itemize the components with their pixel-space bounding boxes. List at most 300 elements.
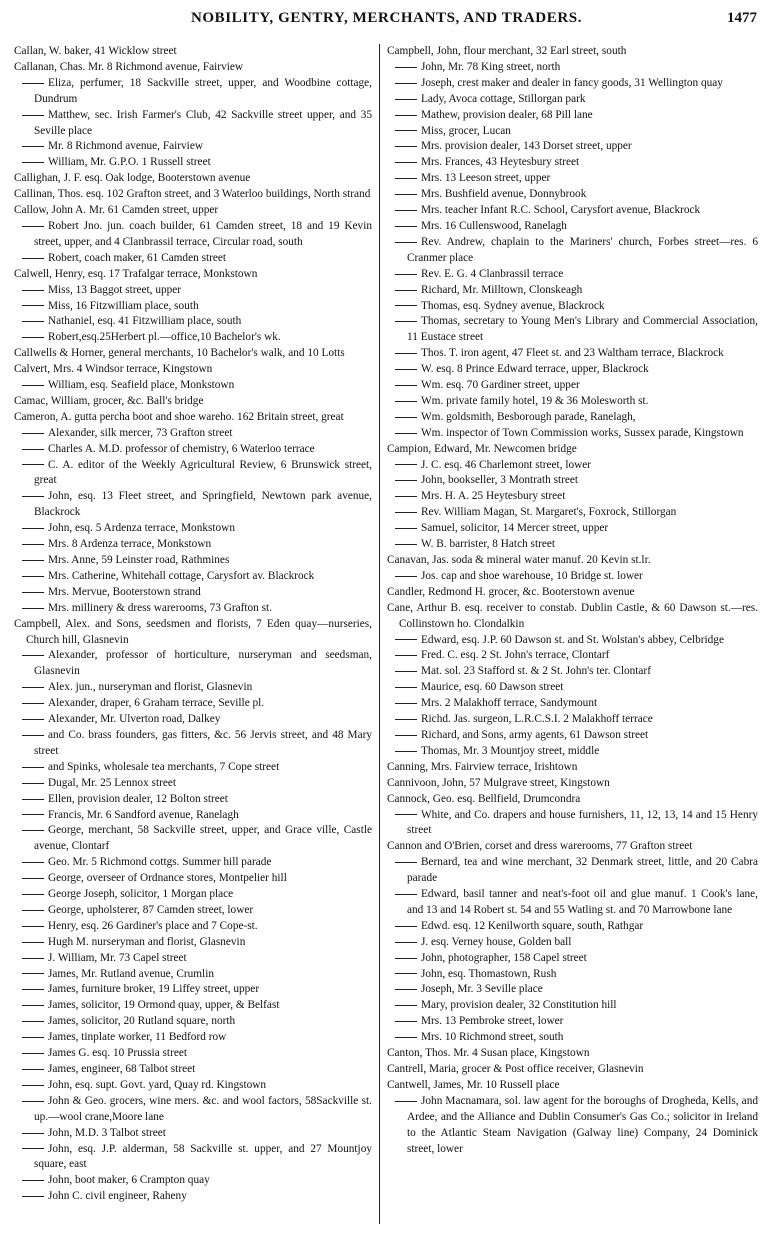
directory-entry	[387, 362, 758, 378]
directory-entry	[387, 776, 758, 792]
ditto-dash	[22, 576, 44, 577]
entry-text: J. esq. Verney house, Golden ball	[421, 935, 572, 948]
directory-entry	[14, 1062, 372, 1078]
ditto-dash	[395, 226, 417, 227]
directory-entry	[387, 808, 758, 840]
entry-text: Mrs. millinery & dress warerooms, 73 Grafton st.	[48, 601, 273, 614]
directory-entry	[14, 887, 372, 903]
ditto-dash	[395, 655, 417, 656]
entry-text: Dugal, Mr. 25 Lennox street	[48, 776, 177, 789]
entry-text: Campbell, John, flour merchant, 32 Earl street, south	[387, 45, 627, 57]
entry-text: George, merchant, 58 Sackville street, upper, and Grace ville, Castle avenue, Clontarf	[34, 824, 372, 853]
directory-entry	[387, 442, 758, 458]
directory-entry	[387, 44, 758, 60]
directory-entry	[387, 92, 758, 108]
entry-text: Callwells & Horner, general merchants, 10 Bachelor's walk, and 10 Lotts	[14, 347, 345, 360]
directory-entry	[387, 394, 758, 410]
page-title: NOBILITY, GENTRY, MERCHANTS, AND TRADERS.	[190, 10, 583, 26]
column-divider	[379, 44, 380, 1224]
directory-entry	[387, 139, 758, 155]
directory-entry	[387, 108, 758, 124]
entry-text: Callan, W. baker, 41 Wicklow street	[14, 45, 177, 57]
directory-entry	[387, 426, 758, 442]
entry-text: Cannon and O'Brien, corset and dress warerooms, 77 Grafton street	[387, 840, 693, 853]
entry-text: Matthew, sec. Irish Farmer's Club, 42 Sackville street upper, and 35 Seville place	[34, 108, 372, 137]
ditto-dash	[22, 973, 44, 974]
directory-entry	[387, 410, 758, 426]
directory-entry	[387, 744, 758, 760]
entry-text: Calwell, Henry, esq. 17 Trafalgar terrace, Monkstown	[14, 267, 258, 280]
directory-entry	[14, 155, 372, 171]
entry-text: Mrs. 16 Cullenswood, Ranelagh	[421, 219, 567, 232]
ditto-dash	[395, 496, 417, 497]
entry-text: George, overseer of Ordnance stores, Montpelier hill	[48, 872, 287, 885]
ditto-dash	[395, 1021, 417, 1022]
directory-entry	[14, 601, 372, 617]
directory-entry	[14, 267, 372, 283]
directory-entry	[387, 951, 758, 967]
entry-text: Alexander, draper, 6 Graham terrace, Seville pl.	[48, 697, 265, 710]
directory-entry	[387, 187, 758, 203]
directory-entry	[14, 203, 372, 219]
entry-text: Jos. cap and shoe warehouse, 10 Bridge st. lower	[421, 569, 643, 582]
directory-entry	[387, 314, 758, 346]
directory-entry	[387, 760, 758, 776]
entry-text: Fred. C. esq. 2 St. John's terrace, Clontarf	[421, 649, 610, 662]
entry-text: Cannock, Geo. esq. Bellfield, Drumcondra	[387, 792, 581, 805]
ditto-dash	[22, 1148, 44, 1149]
ditto-dash	[395, 433, 417, 434]
ditto-dash	[22, 162, 44, 163]
directory-entry	[387, 537, 758, 553]
entry-text: John Macnamara, sol. law agent for the boroughs of Drogheda, Kells, and Ardee, and the Alliance and Dublin Consumer's Gas Co.; solicitor in Ireland to the Atlantic Steam Navigation (Galway line) Company, 24 Dominick street, lower	[407, 1094, 758, 1155]
entry-text: Francis, Mr. 6 Sandford avenue, Ranelagh	[48, 808, 239, 821]
ditto-dash	[395, 926, 417, 927]
entry-text: James, furniture broker, 19 Liffey street, upper	[48, 983, 260, 996]
directory-entry	[387, 60, 758, 76]
ditto-dash	[395, 115, 417, 116]
ditto-dash	[395, 989, 417, 990]
directory-entry	[14, 951, 372, 967]
entry-text: Henry, esq. 26 Gardiner's place and 7 Cope-st.	[48, 919, 258, 932]
directory-entry	[387, 235, 758, 267]
entry-text: Mrs. Frances, 43 Heytesbury street	[421, 156, 580, 169]
entry-text: Thomas, esq. Sydney avenue, Blackrock	[421, 299, 605, 312]
ditto-dash	[395, 973, 417, 974]
entry-text: Cantrell, Maria, grocer & Post office receiver, Glasnevin	[387, 1063, 644, 1075]
entry-text: Wm. esq. 70 Gardiner street, upper	[421, 379, 580, 392]
entry-text: George Joseph, solicitor, 1 Morgan place	[48, 888, 234, 901]
ditto-dash	[395, 242, 417, 243]
directory-entry	[14, 919, 372, 935]
entry-text: Callanan, Chas. Mr. 8 Richmond avenue, Fairview	[14, 60, 244, 73]
entry-text: Mrs. Anne, 59 Leinster road, Rathmines	[48, 554, 230, 566]
entry-text: John, esq. supt. Govt. yard, Quay rd. Kingstown	[48, 1078, 267, 1091]
ditto-dash	[22, 1053, 44, 1054]
directory-entry	[387, 919, 758, 935]
ditto-dash	[22, 1101, 44, 1102]
entry-text: Cameron, A. gutta percha boot and shoe wareho. 162 Britain street, great	[14, 410, 344, 423]
entry-text: James G. esq. 10 Prussia street	[48, 1047, 187, 1060]
ditto-dash	[22, 226, 44, 227]
ditto-dash	[22, 767, 44, 768]
entry-text: Wm. inspector of Town Commission works, Sussex parade, Kingstown	[421, 426, 744, 439]
ditto-dash	[395, 401, 417, 402]
directory-entry	[14, 171, 372, 187]
ditto-dash	[22, 910, 44, 911]
entry-text: Mrs. provision dealer, 143 Dorset street, upper	[421, 140, 632, 153]
directory-entry	[387, 982, 758, 998]
ditto-dash	[395, 1005, 417, 1006]
directory-entry	[14, 299, 372, 315]
entry-text: John, boot maker, 6 Crampton quay	[48, 1174, 210, 1187]
entry-text: James, Mr. Rutland avenue, Crumlin	[48, 967, 214, 980]
directory-entry	[14, 139, 372, 155]
entry-text: Bernard, tea and wine merchant, 32 Denmark street, little, and 20 Cabra parade	[407, 856, 758, 885]
ditto-dash	[22, 290, 44, 291]
directory-entry	[14, 330, 372, 346]
directory-entry	[387, 935, 758, 951]
ditto-dash	[395, 146, 417, 147]
ditto-dash	[395, 130, 417, 131]
entry-text: Mrs. 2 Malakhoff terrace, Sandymount	[421, 697, 598, 710]
directory-entry	[387, 696, 758, 712]
entry-text: Geo. Mr. 5 Richmond cottgs. Summer hill parade	[48, 856, 272, 869]
ditto-dash	[395, 1101, 417, 1102]
page-header	[14, 6, 759, 36]
directory-entry	[14, 998, 372, 1014]
entry-text: Rev. E. G. 4 Clanbrassil terrace	[421, 267, 564, 280]
directory-entry	[14, 823, 372, 855]
directory-entry	[387, 1078, 758, 1094]
ditto-dash	[395, 703, 417, 704]
entry-text: Richd. Jas. surgeon, L.R.C.S.I. 2 Malakhoff terrace	[421, 713, 653, 726]
entry-text: Thomas, Mr. 3 Mountjoy street, middle	[421, 744, 600, 757]
entry-text: John & Geo. grocers, wine mers. &c. and wool factors, 58Sackville st. up.—wool crane,Moore lane	[34, 1094, 372, 1123]
directory-entry	[387, 155, 758, 171]
entry-text: and Co. brass founders, gas fitters, &c. 56 Jervis street, and 48 Mary street	[34, 728, 372, 757]
entry-text: Canavan, Jas. soda & mineral water manuf. 20 Kevin st.lr.	[387, 554, 651, 566]
page-number: 1477	[727, 10, 757, 26]
ditto-dash	[22, 449, 44, 450]
ditto-dash	[395, 385, 417, 386]
ditto-dash	[395, 67, 417, 68]
ditto-dash	[22, 703, 44, 704]
entry-text: Canton, Thos. Mr. 4 Susan place, Kingstown	[387, 1047, 590, 1060]
directory-entry	[14, 585, 372, 601]
ditto-dash	[395, 528, 417, 529]
left-column	[14, 44, 372, 1229]
entry-text: Nathaniel, esq. 41 Fitzwilliam place, south	[48, 315, 242, 328]
ditto-dash	[22, 1021, 44, 1022]
directory-entry	[14, 903, 372, 919]
entry-text: J. William, Mr. 73 Capel street	[48, 951, 187, 964]
entry-text: James, tinplate worker, 11 Bedford row	[48, 1031, 227, 1044]
ditto-dash	[22, 1069, 44, 1070]
directory-entry	[14, 553, 372, 569]
directory-entry	[14, 871, 372, 887]
entry-text: Callinan, Thos. esq. 102 Grafton street, and 3 Waterloo buildings, North strand	[14, 188, 371, 201]
ditto-dash	[22, 115, 44, 116]
directory-entry	[14, 792, 372, 808]
directory-entry	[14, 251, 372, 267]
directory-entry	[14, 982, 372, 998]
entry-text: Mrs. Bushfield avenue, Donnybrook	[421, 188, 587, 201]
ditto-dash	[395, 544, 417, 545]
directory-entry	[387, 998, 758, 1014]
directory-entry	[14, 1126, 372, 1142]
entry-text: Wm. private family hotel, 19 & 36 Molesworth st.	[421, 394, 649, 407]
directory-entry	[14, 967, 372, 983]
entry-text: Cane, Arthur B. esq. receiver to constab. Dublin Castle, & 60 Dawson st.—res. Collinstown ho. Clondalkin	[387, 601, 758, 630]
directory-entry	[14, 187, 372, 203]
ditto-dash	[395, 178, 417, 179]
entry-text: Thos. T. iron agent, 47 Fleet st. and 23 Waltham terrace, Blackrock	[421, 347, 724, 360]
ditto-dash	[395, 417, 417, 418]
entry-text: Richard, Mr. Milltown, Clonskeagh	[421, 283, 583, 296]
directory-entry	[387, 967, 758, 983]
entry-text: Edward, basil tanner and neat's-foot oil and glue manuf. 1 Cook's lane, and 13 and 14 Robert st. 54 and 55 Watling st. and 70 Marrowbone lane	[407, 888, 758, 916]
directory-entry	[387, 680, 758, 696]
entry-text: Miss, grocer, Lucan	[421, 124, 511, 137]
entry-text: John, photographer, 158 Capel street	[421, 951, 587, 964]
directory-entry	[387, 267, 758, 283]
entry-text: Mrs. H. A. 25 Heytesbury street	[421, 490, 566, 503]
directory-entry	[14, 855, 372, 871]
ditto-dash	[395, 719, 417, 720]
entry-text: C. A. editor of the Weekly Agricultural Review, 6 Brunswick street, great	[34, 458, 372, 487]
entry-text: Campbell, Alex. and Sons, seedsmen and florists, 7 Eden quay—nurseries, Church hill, Glasnevin	[14, 617, 372, 646]
directory-entry	[14, 776, 372, 792]
entry-text: Mrs. 13 Leeson street, upper	[421, 172, 551, 185]
entry-text: Thomas, secretary to Young Men's Library and Commercial Association, 11 Eustace street	[407, 315, 758, 344]
entry-text: Alexander, silk mercer, 73 Grafton street	[48, 426, 233, 439]
entry-text: Alexander, professor of horticulture, nurseryman and seedsman, Glasnevin	[34, 649, 372, 678]
ditto-dash	[22, 385, 44, 386]
ditto-dash	[22, 799, 44, 800]
directory-entry	[387, 283, 758, 299]
directory-entry	[387, 792, 758, 808]
directory-entry	[14, 537, 372, 553]
ditto-dash	[395, 83, 417, 84]
entry-text: Edward, esq. J.P. 60 Dawson st. and St. Wolstan's abbey, Celbridge	[421, 633, 724, 646]
ditto-dash	[22, 655, 44, 656]
entry-text: John, M.D. 3 Talbot street	[48, 1126, 166, 1139]
ditto-dash	[22, 1005, 44, 1006]
ditto-dash	[22, 814, 44, 815]
entry-text: Mrs. Mervue, Booterstown strand	[48, 585, 201, 598]
directory-entry	[387, 839, 758, 855]
ditto-dash	[395, 751, 417, 752]
ditto-dash	[395, 814, 417, 815]
ditto-dash	[22, 687, 44, 688]
directory-entry	[14, 728, 372, 760]
ditto-dash	[395, 576, 417, 577]
ditto-dash	[395, 464, 417, 465]
ditto-dash	[22, 1037, 44, 1038]
entry-text: Candler, Redmond H. grocer, &c. Booterstown avenue	[387, 585, 635, 598]
ditto-dash	[22, 83, 44, 84]
directory-entry	[387, 601, 758, 633]
entry-text: Rev. Andrew, chaplain to the Mariners' church, Forbes street—res. 6 Cranmer place	[407, 235, 758, 264]
entry-text: Mrs. Catherine, Whitehall cottage, Carysfort av. Blackrock	[48, 569, 315, 582]
entry-text: John, esq. 5 Ardenza terrace, Monkstown	[48, 522, 235, 535]
entry-text: John, esq. 13 Fleet street, and Springfield, Newtown park avenue, Blackrock	[34, 490, 372, 519]
directory-entry	[387, 712, 758, 728]
entry-text: Mrs. 13 Pembroke street, lower	[421, 1015, 564, 1028]
directory-entry	[387, 1046, 758, 1062]
entry-text: John, bookseller, 3 Montrath street	[421, 474, 579, 487]
directory-entry	[387, 553, 758, 569]
entry-text: Robert, coach maker, 61 Camden street	[48, 251, 227, 264]
directory-entry	[387, 648, 758, 664]
entry-text: Lady, Avoca cottage, Stillorgan park	[421, 92, 586, 105]
directory-entry	[387, 1014, 758, 1030]
ditto-dash	[22, 258, 44, 259]
entry-text: W. B. barrister, 8 Hatch street	[421, 538, 556, 551]
entry-text: John, esq. Thomastown, Rush	[421, 967, 557, 980]
entry-text: Ellen, provision dealer, 12 Bolton street	[48, 792, 228, 805]
directory-entry	[14, 1078, 372, 1094]
entry-text: Mrs. 10 Richmond street, south	[421, 1031, 564, 1044]
directory-entry	[14, 426, 372, 442]
entry-text: and Spinks, wholesale tea merchants, 7 Cope street	[48, 760, 280, 773]
ditto-dash	[22, 464, 44, 465]
ditto-dash	[22, 926, 44, 927]
entry-text: William, esq. Seafield place, Monkstown	[48, 379, 235, 392]
entry-text: Maurice, esq. 60 Dawson street	[421, 681, 564, 694]
directory-entry	[14, 1094, 372, 1126]
directory-entry	[387, 855, 758, 887]
entry-text: Wm. goldsmith, Besborough parade, Ranelagh,	[421, 410, 636, 423]
ditto-dash	[395, 671, 417, 672]
directory-entry	[14, 346, 372, 362]
ditto-dash	[395, 99, 417, 100]
ditto-dash	[395, 862, 417, 863]
ditto-dash	[395, 210, 417, 211]
ditto-dash	[22, 862, 44, 863]
entry-text: John, esq. J.P. alderman, 58 Sackville st. upper, and 27 Mountjoy square, east	[34, 1142, 372, 1171]
ditto-dash	[22, 592, 44, 593]
ditto-dash	[395, 639, 417, 640]
directory-entry	[14, 521, 372, 537]
entry-text: Callighan, J. F. esq. Oak lodge, Booterstown avenue	[14, 172, 251, 185]
ditto-dash	[22, 783, 44, 784]
entry-text: Miss, 13 Baggot street, upper	[48, 283, 182, 296]
directory-entry	[387, 489, 758, 505]
entry-text: Hugh M. nurseryman and florist, Glasnevin	[48, 935, 246, 948]
entry-text: Camac, William, grocer, &c. Ball's bridge	[14, 394, 204, 407]
ditto-dash	[395, 321, 417, 322]
entry-text: White, and Co. drapers and house furnishers, 11, 12, 13, 14 and 15 Henry street	[407, 808, 758, 837]
directory-entry	[14, 314, 372, 330]
ditto-dash	[22, 958, 44, 959]
directory-entry	[387, 76, 758, 92]
ditto-dash	[395, 369, 417, 370]
entry-text: Joseph, crest maker and dealer in fancy goods, 31 Wellington quay	[421, 76, 723, 89]
entry-text: Joseph, Mr. 3 Seville place	[421, 983, 543, 996]
directory-entry	[387, 728, 758, 744]
directory-entry	[387, 1062, 758, 1078]
entry-text: James, engineer, 68 Talbot street	[48, 1063, 196, 1075]
directory-entry	[14, 1014, 372, 1030]
directory-entry	[14, 1189, 372, 1205]
entry-text: W. esq. 8 Prince Edward terrace, upper, Blackrock	[421, 363, 649, 376]
ditto-dash	[22, 305, 44, 306]
entry-text: Edwd. esq. 12 Kenilworth square, south, Rathgar	[421, 919, 644, 932]
ditto-dash	[395, 305, 417, 306]
directory-entry	[14, 60, 372, 76]
ditto-dash	[395, 1037, 417, 1038]
ditto-dash	[22, 1180, 44, 1181]
directory-entry	[14, 808, 372, 824]
directory-entry	[387, 521, 758, 537]
directory-entry	[14, 1046, 372, 1062]
entry-text: Mary, provision dealer, 32 Constitution hill	[421, 999, 617, 1012]
ditto-dash	[22, 496, 44, 497]
entry-text: Canning, Mrs. Fairview terrace, Irishtown	[387, 760, 578, 773]
ditto-dash	[22, 830, 44, 831]
ditto-dash	[22, 894, 44, 895]
directory-entry	[14, 712, 372, 728]
entry-text: Mat. sol. 23 Stafford st. & 2 St. John's ter. Clontarf	[421, 665, 651, 678]
ditto-dash	[22, 989, 44, 990]
directory-entry	[14, 442, 372, 458]
directory-entry	[14, 696, 372, 712]
directory-columns	[14, 44, 759, 1229]
directory-entry	[14, 1030, 372, 1046]
ditto-dash	[395, 512, 417, 513]
ditto-dash	[22, 719, 44, 720]
entry-text: James, solicitor, 19 Ormond quay, upper, & Belfast	[48, 999, 280, 1012]
ditto-dash	[22, 337, 44, 338]
directory-entry	[14, 680, 372, 696]
directory-entry	[14, 44, 372, 60]
directory-entry	[14, 1142, 372, 1174]
entry-text: Mr. 8 Richmond avenue, Fairview	[48, 140, 203, 153]
directory-entry	[14, 410, 372, 426]
directory-entry	[387, 633, 758, 649]
directory-entry	[387, 219, 758, 235]
directory-entry	[14, 935, 372, 951]
entry-text: Callow, John A. Mr. 61 Camden street, upper	[14, 204, 219, 217]
entry-text: William, Mr. G.P.O. 1 Russell street	[48, 156, 211, 169]
directory-entry	[387, 1094, 758, 1158]
directory-entry	[387, 585, 758, 601]
directory-entry	[14, 378, 372, 394]
directory-entry	[14, 489, 372, 521]
entry-text: Samuel, solicitor, 14 Mercer street, upper	[421, 522, 609, 535]
directory-entry	[387, 299, 758, 315]
entry-text: J. C. esq. 46 Charlemont street, lower	[421, 458, 592, 471]
ditto-dash	[395, 162, 417, 163]
entry-text: Mathew, provision dealer, 68 Pill lane	[421, 108, 593, 121]
entry-text: Charles A. M.D. professor of chemistry, 6 Waterloo terrace	[48, 442, 315, 455]
ditto-dash	[395, 480, 417, 481]
directory-entry	[14, 617, 372, 649]
entry-text: Eliza, perfumer, 18 Sackville street, upper, and Woodbine cottage, Dundrum	[34, 76, 372, 105]
directory-entry	[14, 108, 372, 140]
entry-text: John, Mr. 78 King street, north	[421, 60, 561, 73]
ditto-dash	[395, 942, 417, 943]
directory-entry	[387, 203, 758, 219]
directory-entry	[14, 362, 372, 378]
directory-entry	[387, 505, 758, 521]
entry-text: Mrs. 8 Ardenza terrace, Monkstown	[48, 538, 212, 551]
ditto-dash	[22, 1196, 44, 1197]
ditto-dash	[22, 321, 44, 322]
entry-text: John C. civil engineer, Raheny	[48, 1190, 187, 1203]
